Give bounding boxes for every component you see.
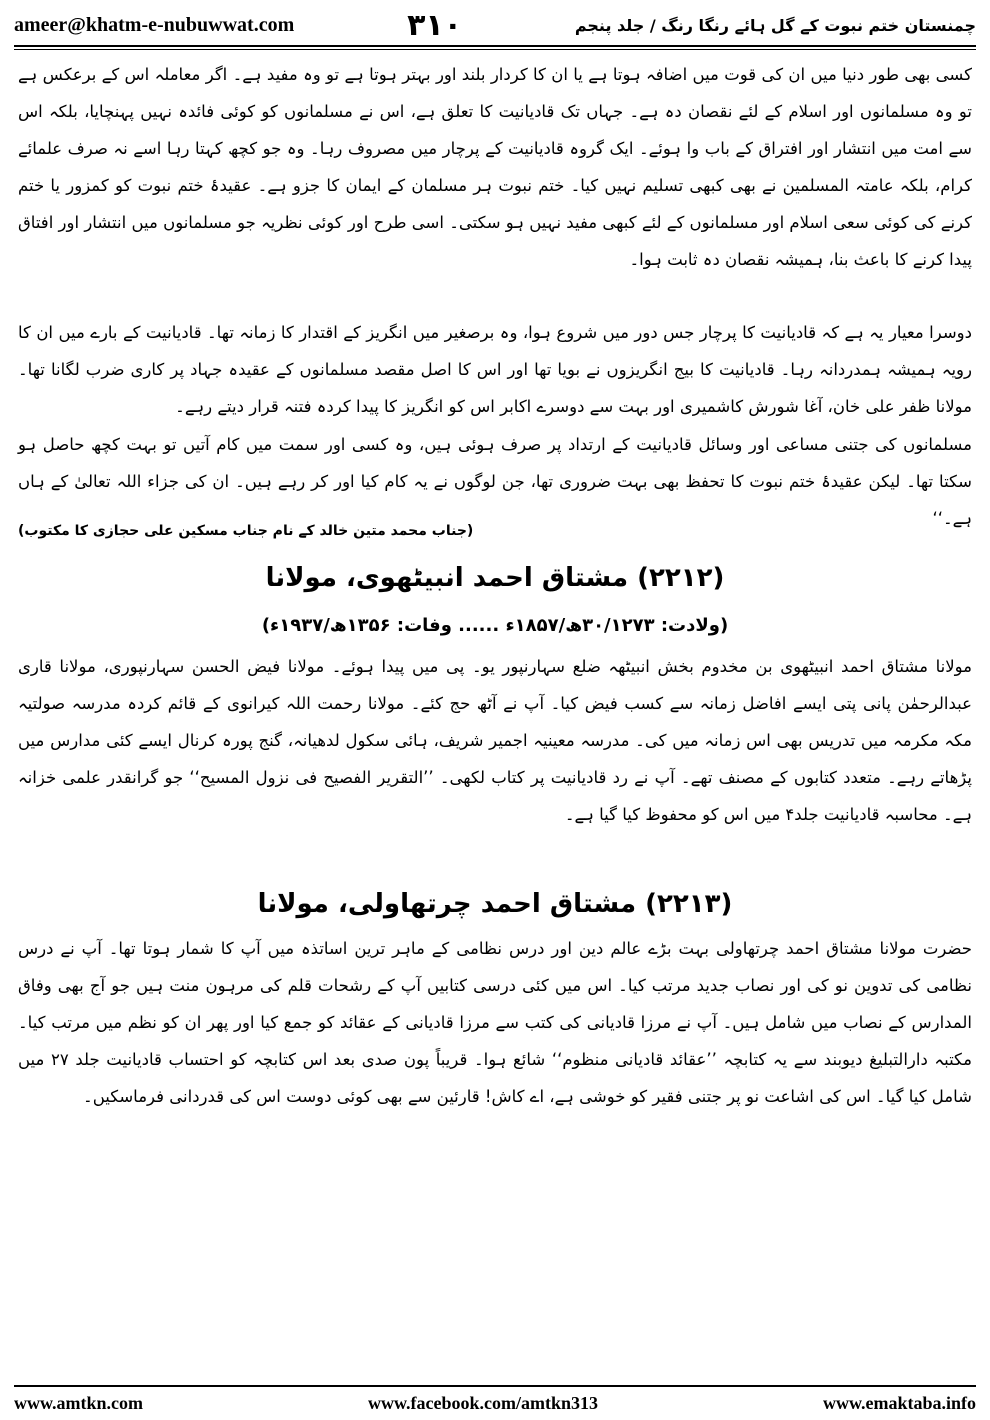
header-divider <box>14 45 976 50</box>
footer-link-amtkn[interactable]: www.amtkn.com <box>14 1392 143 1413</box>
paragraph-5: حضرت مولانا مشتاق احمد چرتھاولی بہت بڑے عالم دین اور درس نظامی کے ماہر ترین اساتذہ میں آپ کا شمار ہوتا تھا۔ آپ نے درس نظامی کی تدوین نو کی اور نصاب جدید مرتب کیا۔ اس میں کئی درسی کتابیں آپ کے رشحات قلم کی مرہون منت ہیں جو آج بھی وفاق المدارس کے نصاب میں شامل ہیں۔ آپ نے مرزا قادیانی کی کتب سے مرزا قادیانی کے عقائد کو جمع کیا اور پھر ان کو نظم میں مرتب کیا۔ مکتبہ دارالتبلیغ دیوبند سے یہ کتابچہ ’’عقائد قادیانی منظوم‘‘ شائع ہوا۔ قریباً پون صدی بعد اس کتابچہ کو احتساب قادیانیت جلد ۲۷ میں شامل کیا گیا۔ اس کی اشاعت نو پر جتنی فقیر کو خوشی ہے، اے کاش! قارئین سے بھی کوئی دوست اس کی قدردانی فرماسکیں۔ <box>18 939 972 1106</box>
page-footer <box>14 1390 976 1416</box>
page-header <box>14 8 976 42</box>
paragraph-3: مسلمانوں کی جتنی مساعی اور وسائل قادیانیت کے ارتداد پر صرف ہوئی ہیں، وہ کسی اور سمت میں کام آتیں تو بہت کچھ حاصل ہو سکتا تھا۔ لیکن عقیدۂ ختم نبوت کا تحفظ بھی بہت ضروری تھا، جن لوگوں نے یہ کام کیا اور کر رہے ہیں۔ ان کی جزاء اللہ تعالیٰ کے ہاں ہے۔‘‘ <box>18 435 972 528</box>
birth-death-dates: (ولادت: ۳۰/۱۲۷۳ھ/۱۸۵۷ء ...... وفات: ۱۳۵۶ھ/۱۹۳۷ء) <box>261 615 729 636</box>
section-heading-2213: (۲۲۱۳) مشتاق احمد چرتھاولی، مولانا <box>257 889 733 919</box>
letter-citation: (جناب محمد متین خالد کے نام جناب مسکین علی حجازی کا مکتوب) <box>18 523 474 539</box>
page-content <box>18 56 972 1381</box>
book-title: چمنستان ختم نبوت کے گل ہائے رنگا رنگ / جلد پنجم <box>574 15 976 35</box>
footer-divider <box>14 1385 976 1387</box>
section-heading-2212: (۲۲۱۲) مشتاق احمد انبیٹھوی، مولانا <box>265 563 725 593</box>
header-email[interactable]: ameer@khatm-e-nubuwwat.com <box>14 13 295 36</box>
footer-link-emaktaba[interactable]: www.emaktaba.info <box>822 1392 976 1413</box>
page-number: ۳۱۰ <box>407 7 462 43</box>
footer-link-facebook[interactable]: www.facebook.com/amtkn313 <box>367 1392 598 1413</box>
paragraph-1: کسی بھی طور دنیا میں ان کی قوت میں اضافہ ہوتا ہے یا ان کا کردار بلند اور بہتر ہوتا ہے تو وہ مفید ہے۔ اگر معاملہ اس کے برعکس ہے تو وہ مسلمانوں اور اسلام کے لئے نقصان دہ ہے۔ جہاں تک قادیانیت کا تعلق ہے، اس نے مسلمانوں کو کوئی فائدہ نہیں پہنچایا، بلکہ اس سے امت میں انتشار اور افتراق کے باب وا ہوئے۔ ایک گروہ قادیانیت کے پرچار میں مصروف رہا۔ وہ جو کچھ کہتا رہا اسے نہ صرف علمائے کرام، بلکہ عامتہ المسلمین نے بھی کبھی تسلیم نہیں کیا۔ ختم نبوت ہر مسلمان کے ایمان کا جزو ہے۔ عقیدۂ ختم نبوت کو کمزور یا ختم کرنے کی کوئی سعی اسلام اور مسلمانوں کے لئے کبھی مفید نہیں ہو سکتی۔ اسی طرح اور کوئی نظریہ جو مسلمانوں میں انتشار اور افتاق پیدا کرنے کا باعث بنا، ہمیشہ نقصان دہ ثابت ہوا۔ <box>18 65 972 269</box>
paragraph-4: مولانا مشتاق احمد انبیٹھوی بن مخدوم بخش انبیٹھہ ضلع سہارنپور یو۔ پی میں پیدا ہوئے۔ مولانا فیض الحسن سہارنپوری، مولانا قاری عبدالرحمٰن پانی پتی ایسے افاضل زمانہ سے کسب فیض کیا۔ آپ نے آٹھ حج کئے۔ مولانا رحمت اللہ کیرانوی کے قائم کردہ مدرسہ صولتیہ مکہ مکرمہ میں تدریس بھی اس زمانہ میں کی۔ مدرسہ معینیہ اجمیر شریف، ہائی سکول لدھیانہ، گنج پورہ کرنال ایسے کئی مدارس میں پڑھاتے رہے۔ متعدد کتابوں کے مصنف تھے۔ آپ نے رد قادیانیت پر کتاب لکھی۔ ’’التقریر الفصیح فی نزول المسیح‘‘ جو گرانقدر علمی خزانہ ہے۔ محاسبہ قادیانیت جلد۴ میں اس کو محفوظ کیا گیا ہے۔ <box>18 657 972 824</box>
paragraph-2: دوسرا معیار یہ ہے کہ قادیانیت کا پرچار جس دور میں شروع ہوا، وہ برصغیر میں انگریز کے اقتدار کا زمانہ تھا۔ قادیانیت کے بارے میں ان کا رویہ ہمیشہ ہمدردانہ رہا۔ قادیانیت کا بیج انگریزوں نے بویا تھا اور اس کا اصل مقصد مسلمانوں کے عقیدہ جہاد پر کاری ضرب لگانا تھا۔ مولانا ظفر علی خان، آغا شورش کاشمیری اور بہت سے دوسرے اکابر اس کو انگریز کا پیدا کردہ فتنہ قرار دیتے رہے۔ <box>18 323 972 416</box>
